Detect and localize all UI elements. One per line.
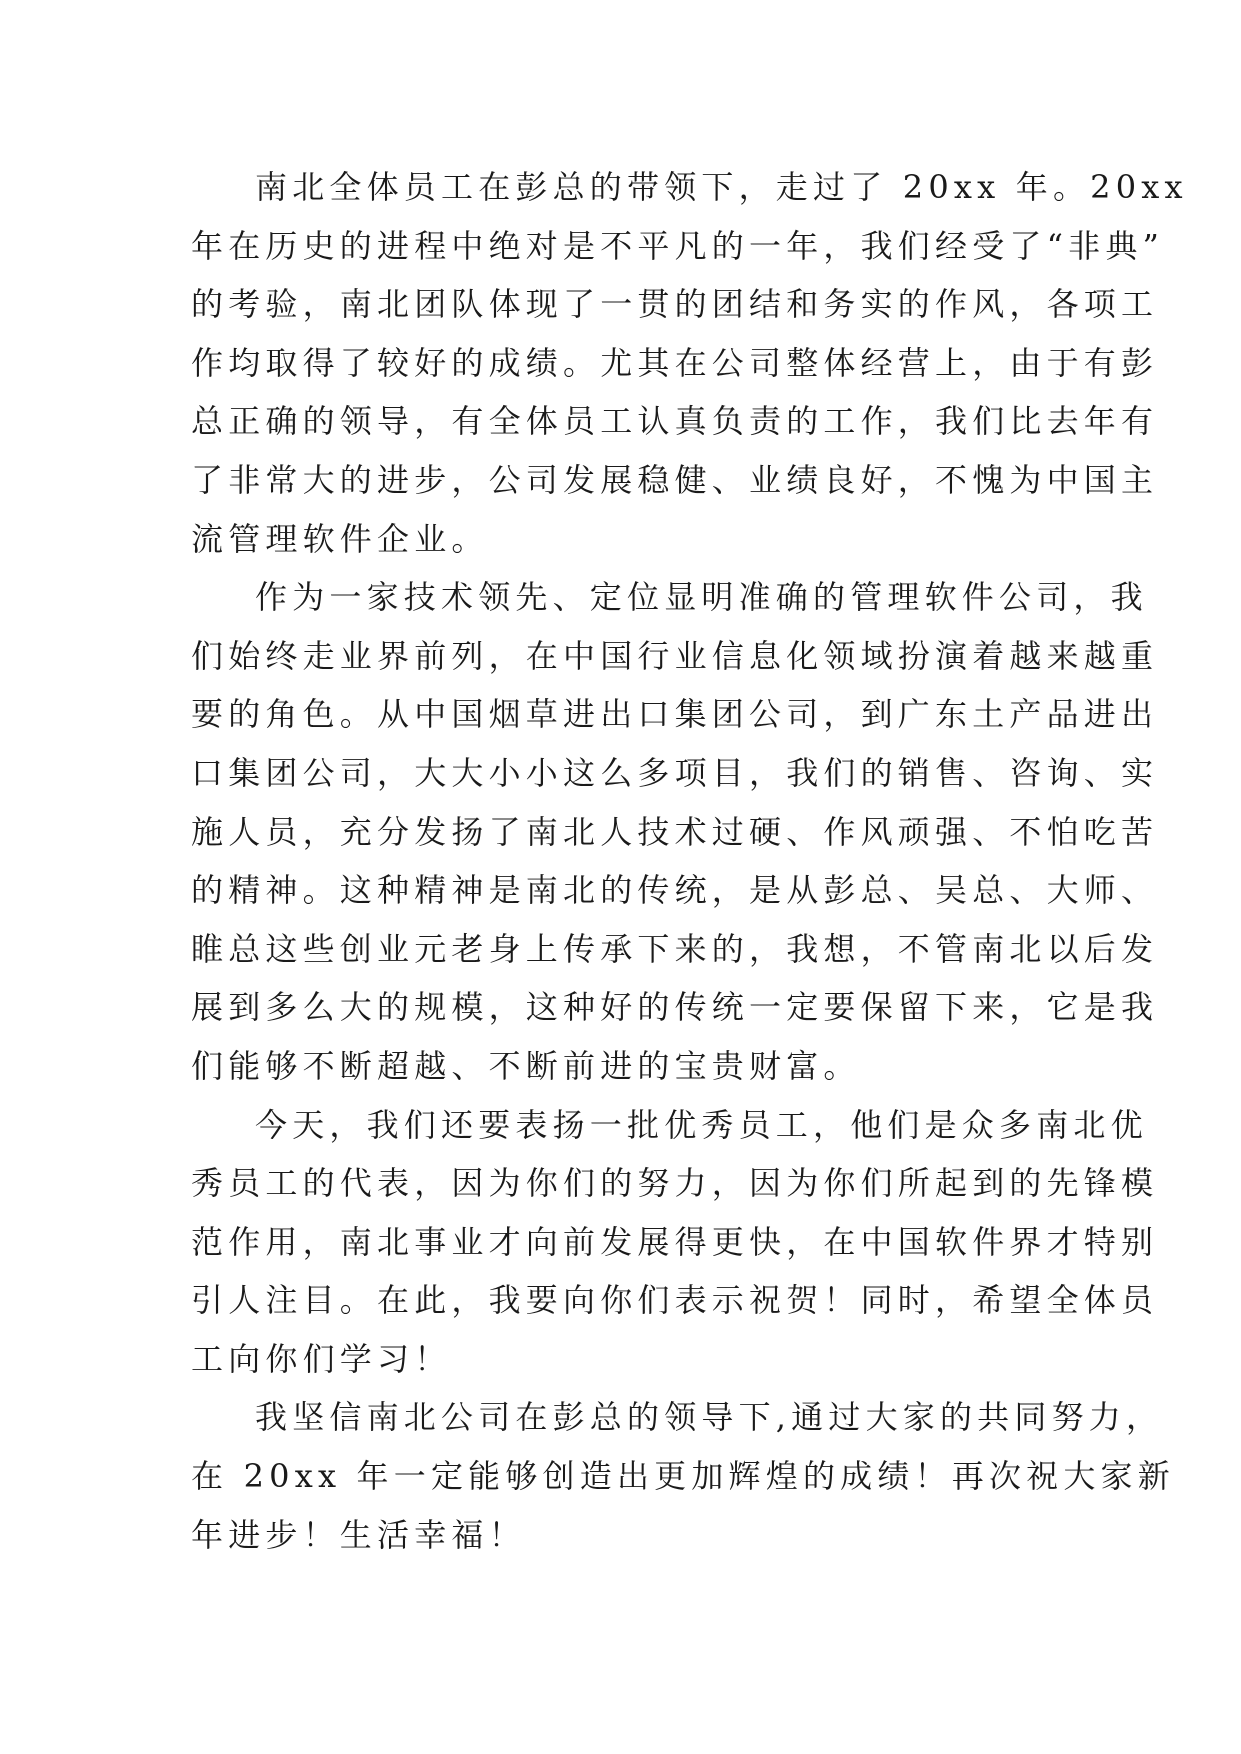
paragraph-2	[191, 568, 1159, 1095]
text-line: 在 20xx 年一定能够创造出更加辉煌的成绩！再次祝大家新	[191, 1457, 1175, 1496]
text-line: 要的角色。从中国烟草进出口集团公司，到广东土产品进出	[191, 695, 1159, 734]
text-line: 流管理软件企业。	[191, 519, 489, 558]
text-line: 南北全体员工在彭总的带领下，走过了 20xx 年。20xx	[255, 168, 1188, 206]
text-line: 我坚信南北公司在彭总的领导下,通过大家的共同努力，	[255, 1398, 1164, 1437]
text-line: 作均取得了较好的成绩。尤其在公司整体经营上，由于有彭	[191, 343, 1159, 382]
text-line: 年在历史的进程中绝对是不平凡的一年，我们经受了“非典”	[191, 226, 1165, 265]
text-line: 了非常大的进步，公司发展稳健、业绩良好，不愧为中国主	[191, 460, 1159, 499]
paragraph-1	[191, 158, 1188, 568]
document-body	[191, 158, 1188, 1564]
paragraph-3	[191, 1096, 1159, 1389]
text-line: 们能够不断超越、不断前进的宝贵财富。	[191, 1046, 861, 1085]
text-line: 年进步！生活幸福！	[191, 1515, 526, 1554]
text-line: 范作用，南北事业才向前发展得更快，在中国软件界才特别	[191, 1222, 1159, 1261]
text-line: 们始终走业界前列，在中国行业信息化领域扮演着越来越重	[191, 636, 1159, 675]
text-line: 睢总这些创业元老身上传承下来的，我想，不管南北以后发	[191, 929, 1159, 968]
text-line: 口集团公司，大大小小这么多项目，我们的销售、咨询、实	[191, 753, 1159, 792]
text-line: 展到多么大的规模，这种好的传统一定要保留下来，它是我	[191, 988, 1159, 1027]
text-line: 的考验，南北团队体现了一贯的团结和务实的作风，各项工	[191, 285, 1159, 324]
text-line: 的精神。这种精神是南北的传统，是从彭总、吴总、大师、	[191, 871, 1159, 910]
text-line: 施人员，充分发扬了南北人技术过硬、作风顽强、不怕吃苦	[191, 812, 1159, 851]
paragraph-4	[191, 1388, 1175, 1564]
text-line: 工向你们学习！	[191, 1339, 452, 1378]
text-line: 总正确的领导，有全体员工认真负责的工作，我们比去年有	[191, 402, 1159, 441]
text-line: 今天，我们还要表扬一批优秀员工，他们是众多南北优	[255, 1105, 1148, 1144]
text-line: 引人注目。在此，我要向你们表示祝贺！同时，希望全体员	[191, 1281, 1159, 1320]
text-line: 作为一家技术领先、定位显明准确的管理软件公司，我	[255, 578, 1148, 617]
text-line: 秀员工的代表，因为你们的努力，因为你们所起到的先锋模	[191, 1164, 1159, 1203]
